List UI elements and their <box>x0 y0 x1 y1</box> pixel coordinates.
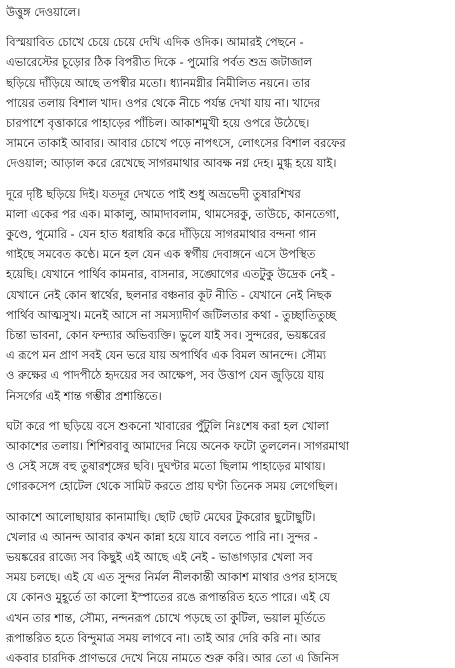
text-line: দেওয়াল; আড়াল করে রেখেছে সাগরমাথার আবক্ষ নগ্ন দেহ। মুগ্ধ হয়ে যাই। <box>6 156 337 171</box>
text-line: ও রুক্ষের এ পাদপীঠে হৃদয়ের সব আক্ষেপ, সব উত্তাপ যেন জুড়িয়ে যায় <box>6 368 325 383</box>
text-line: ঘটা করে পা ছড়িয়ে বসে শুকনো খাবারের পুঁটুলি নিঃশেষ করা হল খোলা <box>6 418 329 433</box>
paragraph <box>6 184 451 406</box>
text-line: কুণ্ডে, পুমোরি - যেন হাত ধরাধরি করে দাঁড়িয়ে সাগরমাথার বন্দনা গান <box>6 227 317 242</box>
text-line: যে কোনও মুহূর্তে তা কালো ইস্পাতের রঙে রূপান্তরিত হতে পারে। এই যে <box>6 590 330 605</box>
text-line: এখন তার শান্ত, সৌম্য, নন্দনরূপ চোখে পড়ছে তা কুটিল, ভয়াল মূর্তিতে <box>6 610 326 625</box>
text-line: বিস্ময়াবিত চোখে চেয়ে চেয়ে দেখি এদিক ওদিক। আমারই পেছনে - <box>6 35 304 50</box>
paragraph <box>6 2 451 22</box>
text-line: আকাশে আলোছায়ার কানামাছি। ছোট ছোট মেঘের টুকরোর ছুটোছুটি। <box>6 509 316 524</box>
text-line: গাইছে সমবেত কণ্ঠে। মনে হল যেন এক স্বর্গীয় দেবাঙ্গনে এসে উপস্থিত <box>6 247 316 262</box>
text-line: পায়ের তলায় বিশাল খাদ। ওপর থেকে নীচে পর্যন্ত দেখা যায় না। খাদের <box>6 95 321 110</box>
text-line: হয়েছি। যেখানে পার্থিব কামনার, বাসনার, সঙ্ঘোগের এতটুকু উদ্রেক নেই - <box>6 267 335 282</box>
text-line: আকাশের তলায়। শিশিরবাবু আমাদের নিয়ে অনেক ফটো তুললেন। সাগরমাথা <box>6 439 350 454</box>
paragraph <box>6 416 451 497</box>
text-line: চিন্তা ভাবনা, কোন ফন্দ্যার অভিব্যক্তি। ভুলে যাই সব। সুন্দরের, ভয়ঙ্করের <box>6 328 326 343</box>
text-line: যেখানে নেই কোন স্বার্থের, ছলনার বঞ্চনার কূট নীতি - যেখানে নেই নিছক <box>6 287 332 302</box>
text-line: উত্তুঙ্গ দেওয়ালে। <box>6 5 81 19</box>
paragraph <box>6 507 451 668</box>
text-line: ও সেই সঙ্গে বহু তুষারশৃঙ্গের ছবি। দুঘণ্টার মতো ছিলাম পাহাড়ের মাথায়। <box>6 459 326 474</box>
text-line: রূপান্তরিত হতে বিন্দুমাত্র সময় লাগবে না। তাই আর দেরি করি না। আর <box>6 630 321 645</box>
text-line: চারপাশে বৃত্তাকারে পাহাড়ের পাঁচিল। আকাশমুখী হয়ে ওপরে উঠেছে। <box>6 116 310 131</box>
text-line: একবার চারদিক প্রাণভরে দেখে নিয়ে নামতে শুরু করি। আর তো এ জিনিস <box>6 651 339 666</box>
text-line: এ রূপে মন প্রাণ সবই যেন ভরে যায় অপার্থিব এক বিমল আনন্দে। সৌম্য <box>6 348 327 363</box>
text-line: গোরকসেপ হোটেল থেকে সামিট করতে প্রায় ঘণ্টা তিনেক সময় লেগেছিল। <box>6 479 338 494</box>
text-line: দূরে দৃষ্টি ছড়িয়ে দিই। যতদূর দেখতে পাই শুধু অভ্রভেদী তুষারশিখর <box>6 186 301 201</box>
text-line: পার্থিব আত্মসুখ। মনেই আসে না সমস্যাদীর্ণ জটিলতার কথা - তুচ্ছাতিতুচ্ছ <box>6 307 336 322</box>
paragraph <box>6 32 451 173</box>
text-line: নিসর্গের এই শান্ত গম্ভীর প্রশান্তিতে। <box>6 388 162 403</box>
text-line: এভারেস্টের চূড়োর ঠিক বিপরীত দিকে - পুমোরি পর্বত শুভ্র জটাজাল <box>6 55 313 70</box>
text-line: মালা একের পর এক। মাকালু, আমাদাবলাম, থামসেরকু, তাউচে, কানতেগা, <box>6 206 340 221</box>
text-line: খেলার এ আনন্দ আবার কখন কান্না হয়ে যাবে বলতে পারি না। সুন্দর - <box>6 529 318 544</box>
text-line: ছড়িয়ে দাঁড়িয়ে আছে তপস্বীর মতো। ধ্যানমগ্নীর নিমীলিত নয়নে। তার <box>6 75 311 90</box>
text-line: সময় চলছে। এই যে এত সুন্দর নির্মল নীলকান্তী আকাশ মাথার ওপর হাসছে <box>6 570 337 585</box>
text-line: সামনে তাকাই আবার। আবার চোখে পড়ে নাপৎসে, লোৎসের বিশাল বরফের <box>6 136 346 151</box>
text-line: ভয়ঙ্করের রাজ্যে সব কিছুই এই আছে এই নেই - ভাঙাগড়ার খেলা সব <box>6 550 313 565</box>
